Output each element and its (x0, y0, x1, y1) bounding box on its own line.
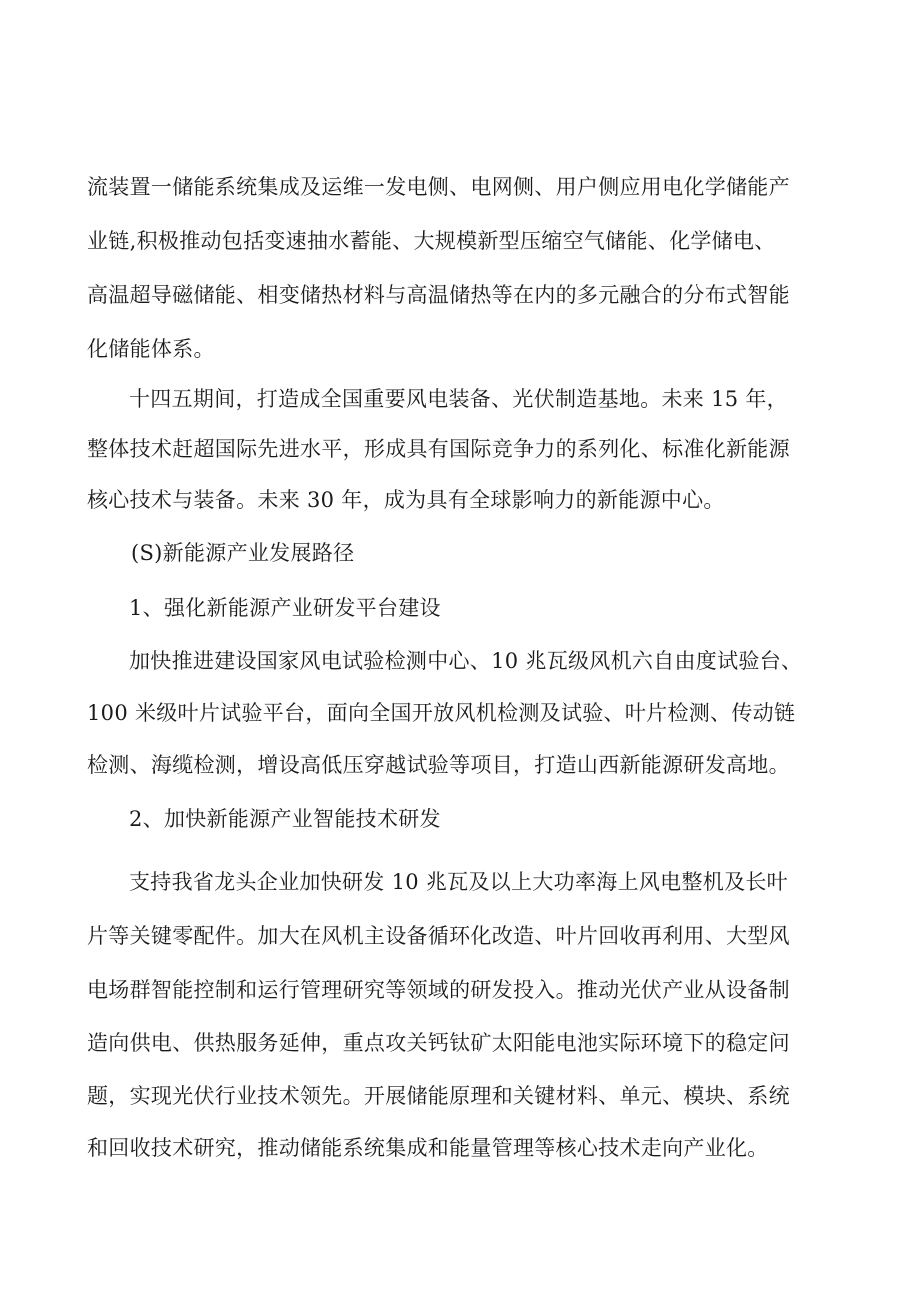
subsection-2-line-6: 和回收技术研究，推动储能系统集成和能量管理等核心技术走向产业化。 (87, 1136, 769, 1160)
subsection-2-line-4: 造向供电、供热服务延伸，重点攻关钙钛矿太阳能电池实际环境下的稳定问 (87, 1031, 790, 1055)
subsection-2-title: 2、加快新能源产业智能技术研发 (129, 807, 441, 831)
paragraph-goals-line-2: 整体技术赶超国际先进水平，形成具有国际竞争力的系列化、标准化新能源 (87, 437, 790, 461)
subsection-2-line-5: 题，实现光伏行业技术领先。开展储能原理和关键材料、单元、模块、系统 (87, 1084, 790, 1108)
paragraph-storage-line-3: 高温超导磁储能、相变储热材料与高温储热等在内的多元融合的分布式智能 (87, 283, 790, 307)
section-heading: (S)新能源产业发展路径 (131, 541, 355, 565)
paragraph-storage-line-1: 流装置一储能系统集成及运维一发电侧、电网侧、用户侧应用电化学储能产 (87, 175, 790, 199)
subsection-2-line-2: 片等关键零配件。加大在风机主设备循环化改造、叶片回收再利用、大型风 (87, 924, 790, 948)
subsection-2-line-3: 电场群智能控制和运行管理研究等领域的研发投入。推动光伏产业从设备制 (87, 978, 790, 1002)
subsection-1-line-2: 100 米级叶片试验平台，面向全国开放风机检测及试验、叶片检测、传动链 (87, 701, 796, 725)
subsection-1-title: 1、强化新能源产业研发平台建设 (129, 596, 441, 620)
paragraph-goals-line-1: 十四五期间，打造成全国重要风电装备、光伏制造基地。未来 15 年， (129, 387, 788, 411)
paragraph-storage-line-4: 化储能体系。 (87, 337, 215, 361)
subsection-1-line-3: 检测、海缆检测，增设高低压穿越试验等项目，打造山西新能源研发高地。 (87, 753, 790, 777)
paragraph-storage-line-2: 业链,积极推动包括变速抽水蓄能、大规模新型压缩空气储能、化学储电、 (87, 229, 776, 253)
paragraph-goals-line-3: 核心技术与装备。未来 30 年，成为具有全球影响力的新能源中心。 (87, 488, 725, 512)
subsection-1-line-1: 加快推进建设国家风电试验检测中心、10 兆瓦级风机六自由度试验台、 (129, 649, 803, 673)
subsection-2-line-1: 支持我省龙头企业加快研发 10 兆瓦及以上大功率海上风电整机及长叶 (129, 870, 788, 894)
